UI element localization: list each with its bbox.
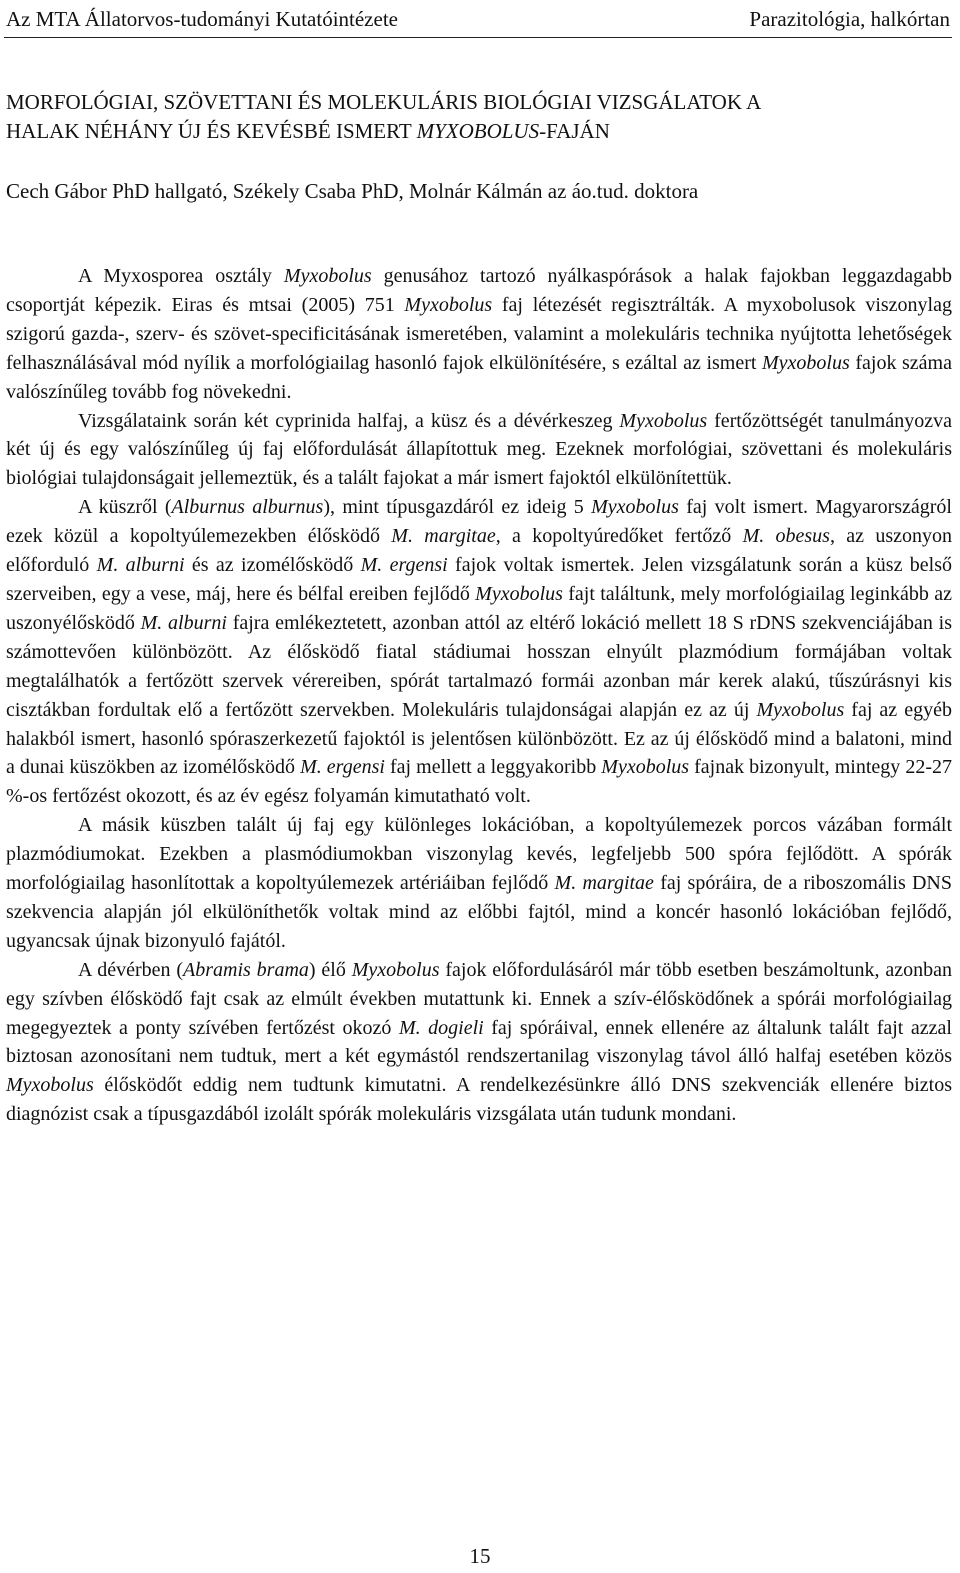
text-run: fajt találtunk, mely morfológiailag leginkább az uszonyélősködő [6, 582, 952, 634]
italic-term: Myxobolus [601, 756, 690, 779]
author-line: Cech Gábor PhD hallgató, Székely Csaba PhD, Molnár Kálmán az áo.tud. doktora [6, 179, 699, 203]
text-run: fajnak bizonyult, mintegy 22-27 %-os fertőzést okozott, és az év egész folyamán kimutatható volt. [6, 756, 952, 808]
text-run: fajok előfordulásáról már több esetben beszámoltunk, azonban egy szívben élősködő fajt csak az elmúlt években mutattunk ki. Ennek a szív-élősködőnek a spórái morfológiailag megegyeztek a ponty szívében fertőzést okozó [6, 958, 953, 1039]
italic-term: M. ergensi [360, 554, 448, 577]
paragraph-1 [6, 262, 952, 407]
italic-term: M. dogieli [398, 1016, 484, 1039]
text-run: faj létezését regisztrálták. A myxobolusok viszonylag szigorú gazda-, szerv- és szövet-specificitásának ismeretében, valamint a molekuláris technika nyújtotta lehetőségek felhasználásával mód nyílik a morfológiailag hasonló fajok elkülönítésére, s ezáltal az ismert [6, 293, 952, 374]
paragraph-5 [6, 956, 952, 1129]
italic-term: M. alburni [140, 611, 227, 634]
title-genus: MYXOBOLUS [416, 119, 540, 143]
text-run: genusához tartozó nyálkaspórások a halak fajokban leggazdagabb csoportját képezik. Eiras és mtsai (2005) 751 [6, 265, 952, 316]
running-header [6, 5, 950, 33]
text-run: , a kopoltyúredőket fertőző [495, 525, 743, 548]
italic-term: Myxobolus [756, 698, 845, 721]
italic-term: Myxobolus [351, 958, 440, 981]
header-section: Parazitológia, halkórtan [749, 7, 950, 31]
text-run: faj volt ismert. Magyarországról ezek közül a kopoltyúlemezekben élősködő [6, 496, 952, 548]
text-run: Vizsgálataink során két cyprinida halfaj, a küsz és a dévérkeszeg [78, 409, 620, 432]
article-body [6, 262, 952, 1129]
text-run: A küszről ( [78, 496, 172, 519]
paragraph-4 [6, 811, 952, 956]
italic-term: M. alburni [96, 554, 185, 577]
text-run: fajok voltak ismertek. Jelen vizsgálatunk során a küsz belső szerveiben, egy a vese, máj, here és bélfal ereiben fejlődő [6, 554, 952, 605]
italic-term: M. ergensi [300, 756, 385, 779]
italic-term: M. margitae [391, 525, 496, 548]
page-number: 15 [469, 1544, 491, 1568]
text-run: fajra emlékeztetett, azonban attól az eltérő lokáció mellett 18 S rDNS szekvenciájában is számottevően különbözött. Az élősködő fiatal stádiumai hosszan elnyúlt plazmódium formájában voltak megtalálhatók a fertőzött szervek vérereiben, spórát tartalmazó formái azonban már kerek alakú, tűszúrásnyi kis cisztákban fordultak elő a fertőzött szervekben. Molekuláris tulajdonságai alapján ez az új [6, 611, 952, 721]
title-line-1: MORFOLÓGIAI, SZÖVETTANI ÉS MOLEKULÁRIS BIOLÓGIAI VIZSGÁLATOK A [6, 90, 762, 114]
text-run: faj az egyéb halakból ismert, hasonló spóraszerkezetű fajoktól is jelentősen különbözött. Ez az új élősködő mind a balatoni, mind a dunai küszökben az izomélősködő [6, 698, 952, 779]
text-run: faj spóráira, de a riboszomális DNS szekvencia alapján jól elkülöníthetők voltak mind az előbbi fajtól, mind a koncér hasonló lokációban fejlődő, ugyancsak újnak bizonyuló fajától. [6, 872, 953, 952]
italic-term: Myxobolus [6, 1074, 94, 1097]
text-run: faj spóráival, ennek ellenére az általunk talált fajt azzal biztosan azonosítani nem tudtuk, mert a két egymástól rendszertanilag viszonylag távol álló halfaj esetében közös [6, 1016, 952, 1068]
italic-term: Myxobolus [404, 293, 493, 316]
paragraph-2 [6, 407, 952, 494]
text-run: fajok száma valószínűleg tovább fog növekedni. [6, 351, 952, 403]
text-run: élősködőt eddig nem tudtunk kimutatni. A rendelkezésünkre álló DNS szekvenciák ellenére biztos diagnózist csak a típusgazdából izolált spórák molekuláris vizsgálata után tudunk mondani. [6, 1074, 952, 1126]
text-run: és az izomélősködő [184, 554, 361, 577]
text-run: faj mellett a leggyakoribb [384, 756, 602, 779]
header-divider [4, 37, 952, 38]
italic-term: Myxobolus [283, 265, 372, 287]
text-run: A másik küszben talált új faj egy különleges lokációban, a kopoltyúlemezek porcos vázában formált plazmódiumokat. Ezekben a plasmódiumokban viszonylag kevés, legfeljebb 500 spóra fejlődött. A spórák morfológiailag hasonlítottak a kopoltyúlemezek artériáiban fejlődő [6, 814, 952, 895]
text-run: ), mint típusgazdáról ez ideig 5 [323, 496, 592, 519]
text-run: fertőzöttségét tanulmányozva két új és egy valószínűleg új faj előfordulását állapítottuk meg. Ezeknek morfológiai, szövettani és molekuláris biológiai tulajdonságait jellemeztük, és a talált fajokat a már ismert fajoktól elkülönítettük. [6, 409, 952, 490]
italic-term: Myxobolus [591, 496, 679, 519]
header-institute: Az MTA Állatorvos-tudományi Kutatóintézete [6, 7, 398, 31]
article-title [6, 88, 950, 146]
title-text: HALAK NÉHÁNY ÚJ ÉS KEVÉSBÉ ISMERT [6, 119, 417, 143]
paragraph-3 [6, 493, 952, 811]
italic-term: Myxobolus [619, 409, 708, 432]
italic-term: Myxobolus [475, 582, 563, 605]
italic-term: Abramis brama [183, 958, 309, 981]
italic-term: Myxobolus [762, 351, 850, 374]
text-run: A Myxosporea osztály [78, 265, 284, 287]
text-run: , az uszonyon előforduló [6, 525, 953, 577]
title-line-2 [6, 117, 950, 146]
italic-term: M. obesus [742, 525, 830, 548]
text-run: ) élő [308, 958, 352, 981]
title-text: -FAJÁN [539, 119, 610, 143]
text-run: A dévérben ( [78, 958, 184, 981]
italic-term: Alburnus alburnus [171, 496, 324, 519]
italic-term: M. margitae [554, 872, 654, 895]
